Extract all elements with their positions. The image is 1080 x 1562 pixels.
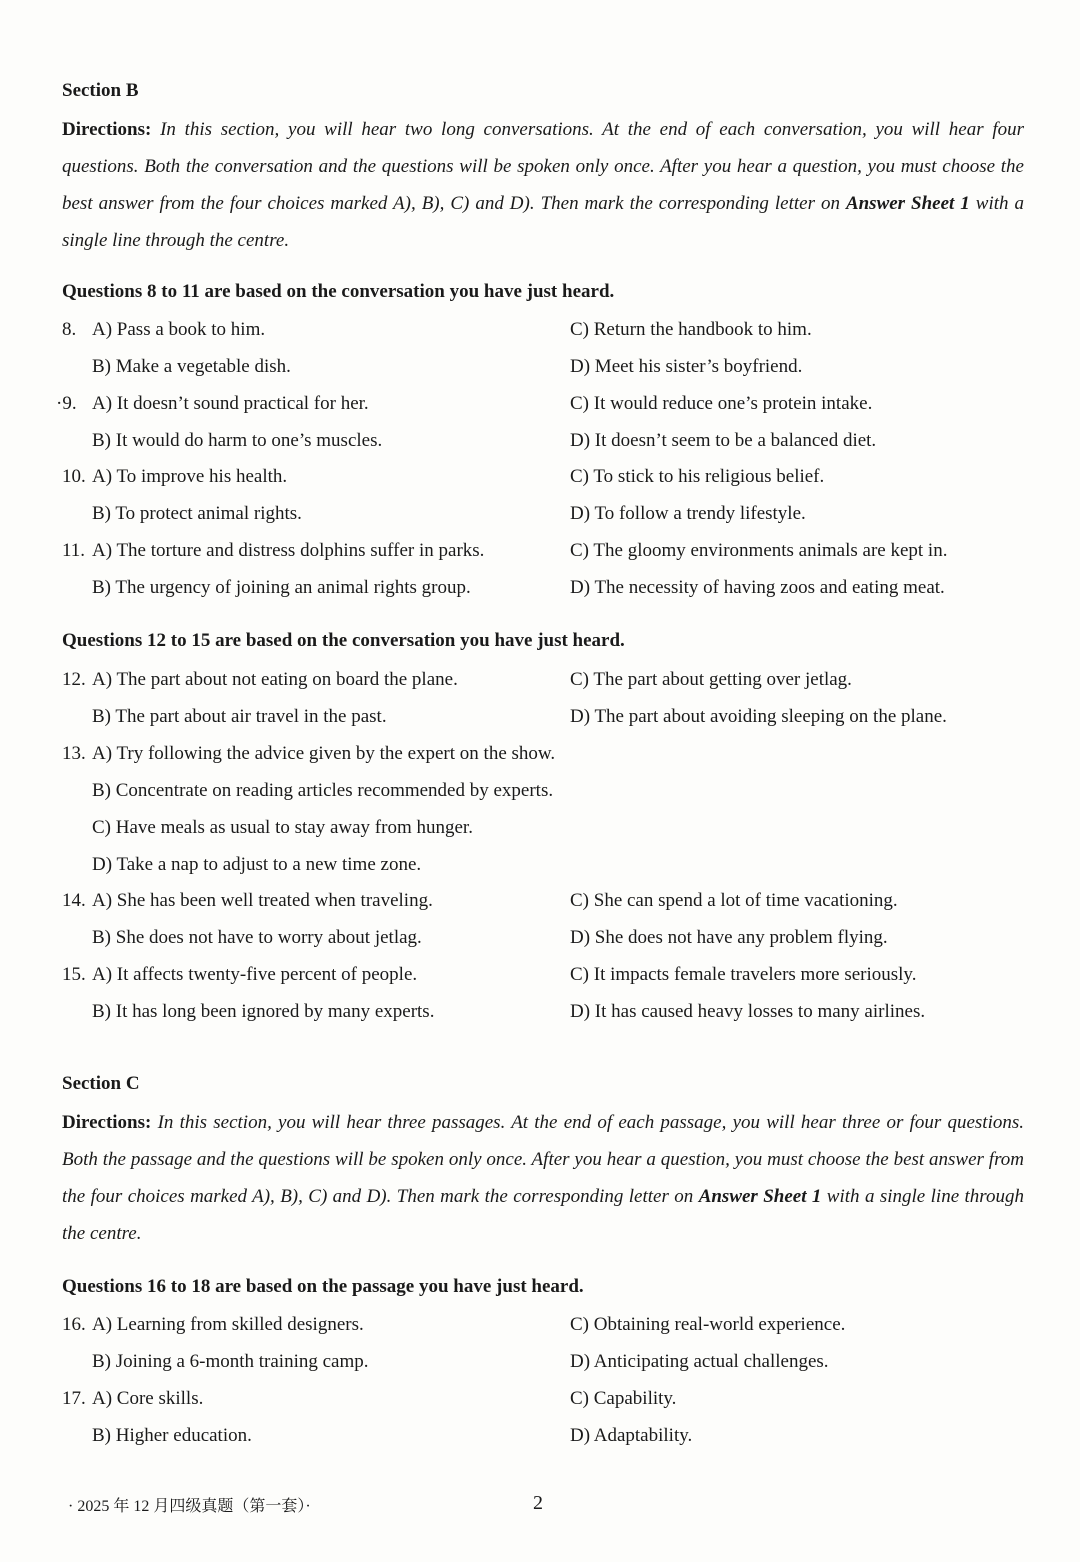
question-row [62, 465, 1022, 502]
footer-exam-label: · 2025 年 12 月四级真题（第一套）· [68, 1498, 311, 1515]
question-row [62, 853, 1022, 890]
option-right: C) It would reduce one’s protein intake. [570, 393, 873, 414]
option-right: C) To stick to his religious belief. [570, 466, 825, 487]
option-right: D) The necessity of having zoos and eating meat. [570, 577, 945, 598]
directions-text: In this section, you will hear three passages. At the end of each passage, you will hear three or four questions. Both the passage and the questions will be spoken only once. After you hear a question, you must choose the best answer from the four choices marked A), B), C) and D). Then mark the corresponding letter on [62, 1112, 1025, 1207]
option-left: B) To protect animal rights. [92, 503, 302, 524]
option-right: C) The part about getting over jetlag. [570, 669, 852, 690]
option-right: D) She does not have any problem flying. [570, 927, 888, 948]
option-right: D) It doesn’t seem to be a balanced diet. [570, 430, 877, 451]
answer-sheet-ref: Answer Sheet 1 [845, 193, 970, 214]
option-left: B) It has long been ignored by many experts. [92, 1001, 435, 1022]
directions-label: Directions: [62, 119, 152, 140]
question-row [62, 539, 1022, 576]
question-row [62, 889, 1022, 926]
question-row [62, 1387, 1022, 1424]
question-row [62, 502, 1022, 539]
section-b-directions [62, 111, 1024, 259]
option-left: A) Try following the advice given by the expert on the show. [92, 743, 556, 764]
question-number: 12. [62, 669, 86, 690]
option-left: A) Learning from skilled designers. [92, 1314, 364, 1335]
option-right: D) Meet his sister’s boyfriend. [570, 356, 803, 377]
question-number: 10. [62, 466, 86, 487]
question-number: 8. [62, 319, 77, 340]
question-row [62, 1350, 1022, 1387]
section-c-directions [62, 1104, 1024, 1252]
question-row [62, 668, 1022, 705]
option-right: C) Obtaining real-world experience. [570, 1314, 846, 1335]
question-row [62, 705, 1022, 742]
question-number: 13. [62, 743, 86, 764]
option-right: D) Anticipating actual challenges. [570, 1351, 829, 1372]
question-number: ·9. [56, 393, 77, 414]
question-number: 14. [62, 890, 86, 911]
question-number: 16. [62, 1314, 86, 1335]
page-number: 2 [533, 1492, 543, 1514]
option-left: A) She has been well treated when traveling. [92, 890, 433, 911]
question-row [62, 816, 1022, 853]
directions-text-end: with a single line through the centre. [62, 1186, 1024, 1244]
directions-text-end: with a single line through the centre. [62, 193, 1024, 251]
question-group-heading: Questions 16 to 18 are based on the passage you have just heard. [62, 1276, 584, 1297]
question-row [62, 429, 1022, 466]
question-group-heading: Questions 8 to 11 are based on the conversation you have just heard. [62, 281, 615, 302]
question-group-heading: Questions 12 to 15 are based on the conversation you have just heard. [62, 630, 625, 651]
option-left: B) She does not have to worry about jetlag. [92, 927, 422, 948]
option-right: C) Return the handbook to him. [570, 319, 812, 340]
question-row [62, 926, 1022, 963]
option-right: C) The gloomy environments animals are kept in. [570, 540, 948, 561]
question-row [62, 355, 1022, 392]
question-number: 15. [62, 964, 86, 985]
question-number: 17. [62, 1388, 86, 1409]
directions-label: Directions: [62, 1112, 152, 1133]
directions-text: In this section, you will hear two long conversations. At the end of each conversation, you will hear four questions. Both the conversation and the questions will be spoken only once. After you hear a question, you must choose the best answer from the four choices marked A), B), C) and D). Then mark the corresponding letter on [62, 119, 1024, 214]
question-row [62, 963, 1022, 1000]
question-row [62, 779, 1022, 816]
option-left: B) Higher education. [92, 1425, 252, 1446]
option-left: A) To improve his health. [92, 466, 288, 487]
question-row [62, 1313, 1022, 1350]
option-left: D) Take a nap to adjust to a new time zone. [92, 854, 422, 875]
answer-sheet-ref: Answer Sheet 1 [698, 1186, 822, 1207]
question-row [62, 742, 1022, 779]
question-row [62, 576, 1022, 613]
option-left: B) Concentrate on reading articles recommended by experts. [92, 780, 554, 801]
option-left: B) The part about air travel in the past. [92, 706, 387, 727]
option-right: C) Capability. [570, 1388, 677, 1409]
option-left: B) It would do harm to one’s muscles. [92, 430, 383, 451]
section-c-title: Section C [62, 1073, 140, 1094]
option-right: D) The part about avoiding sleeping on the plane. [570, 706, 947, 727]
option-right: C) It impacts female travelers more seriously. [570, 964, 917, 985]
question-row [62, 1000, 1022, 1037]
option-left: A) Core skills. [92, 1388, 204, 1409]
question-row [62, 318, 1022, 355]
option-left: A) Pass a book to him. [92, 319, 266, 340]
question-row [62, 1424, 1022, 1461]
option-left: A) It affects twenty-five percent of people. [92, 964, 418, 985]
option-right: D) To follow a trendy lifestyle. [570, 503, 806, 524]
option-left: B) Joining a 6-month training camp. [92, 1351, 369, 1372]
question-row [56, 392, 1022, 429]
option-right: D) It has caused heavy losses to many airlines. [570, 1001, 926, 1022]
option-left: A) The torture and distress dolphins suffer in parks. [92, 540, 485, 561]
option-left: B) The urgency of joining an animal rights group. [92, 577, 471, 598]
option-left: A) The part about not eating on board the plane. [92, 669, 458, 690]
option-right: C) She can spend a lot of time vacationing. [570, 890, 898, 911]
option-right: D) Adaptability. [570, 1425, 693, 1446]
section-b-title: Section B [62, 80, 139, 101]
option-left: B) Make a vegetable dish. [92, 356, 291, 377]
option-left: C) Have meals as usual to stay away from hunger. [92, 817, 473, 838]
option-left: A) It doesn’t sound practical for her. [92, 393, 369, 414]
question-number: 11. [62, 540, 86, 561]
